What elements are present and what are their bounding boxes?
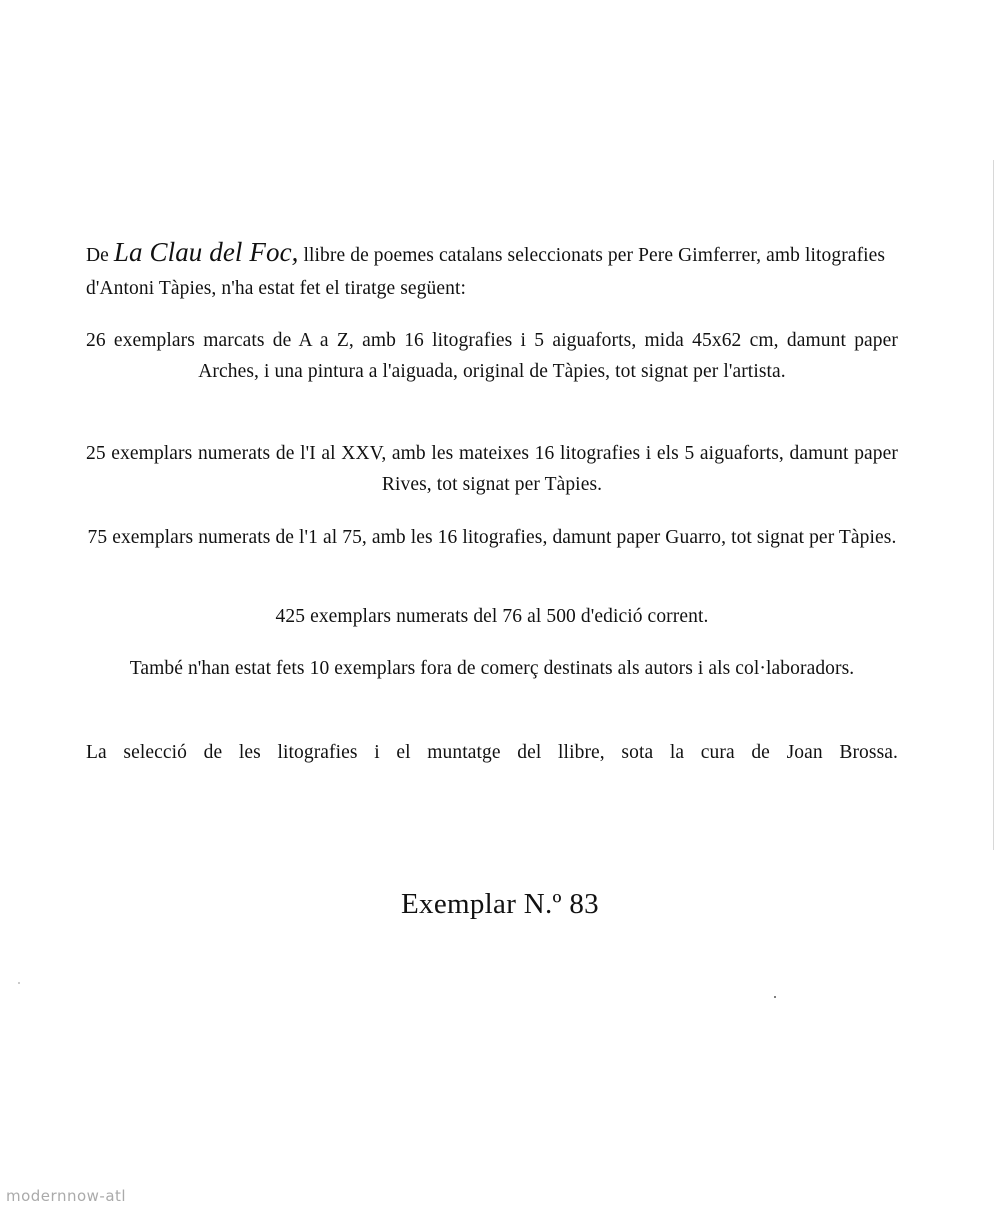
edition-b-paragraph: 25 exemplars numerats de l'I al XXV, amb les mateixes 16 litografies i els 5 aiguaforts, damunt paper Rives, tot signat per Tàpies.: [86, 442, 898, 495]
edition-d-paragraph: 425 exemplars numerats del 76 al 500 d'edició corrent.: [275, 605, 709, 627]
selection-credit-paragraph: La selecció de les litografies i el muntatge del llibre, sota la cura de Joan Brossa.: [86, 741, 898, 763]
intro-rest: llibre de poemes catalans seleccionats per Pere Gimferrer, amb litografies d'Antoni Tàpies, n'ha estat fet el tiratge següent:: [86, 244, 886, 299]
watermark: modernnow-atl: [6, 1187, 127, 1205]
intro-prefix: De: [86, 244, 109, 266]
copy-number: Exemplar N.º 83: [401, 888, 599, 920]
edition-a-paragraph: 26 exemplars marcats de A a Z, amb 16 litografies i 5 aiguaforts, mida 45x62 cm, damunt paper Arches, i una pintura a l'aiguada, original de Tàpies, tot signat per l'artista.: [86, 329, 898, 382]
out-of-commerce-paragraph: També n'han estat fets 10 exemplars fora de comerç destinats als autors i als col·laboradors.: [129, 657, 855, 679]
book-title: La Clau del Foc,: [113, 236, 299, 267]
paper-speck: [774, 996, 776, 998]
edition-c-paragraph: 75 exemplars numerats de l'1 al 75, amb les 16 litografies, damunt paper Guarro, tot signat per Tàpies.: [87, 526, 897, 548]
paper-speck: [18, 982, 20, 984]
page-edge-shadow: [993, 160, 994, 850]
colophon-intro: [86, 236, 898, 305]
